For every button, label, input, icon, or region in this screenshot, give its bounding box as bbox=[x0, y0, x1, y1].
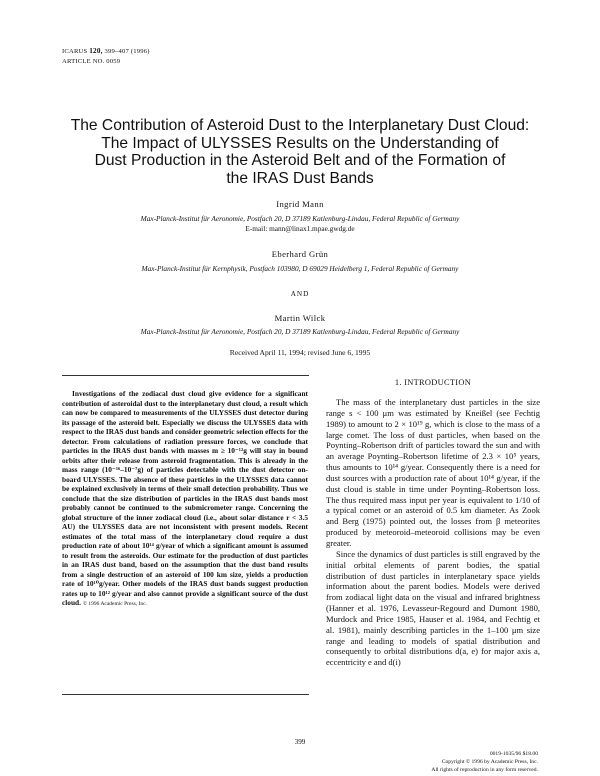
abstract-top-rule bbox=[62, 375, 309, 376]
author-name: Ingrid Mann bbox=[276, 199, 324, 209]
paper-title bbox=[40, 117, 560, 187]
copyright-footer bbox=[431, 751, 538, 774]
abstract-copyright: © 1996 Academic Press, Inc. bbox=[82, 601, 147, 607]
author-affiliation: Max-Planck-Institut für Aeronomie, Postfach 20, D 37189 Katlenburg-Lindau, Federal Republic of Germany bbox=[140, 327, 460, 336]
author-name: Martin Wilck bbox=[274, 313, 326, 323]
article-number: ARTICLE NO. 0059 bbox=[62, 58, 121, 65]
author-email: E-mail: mann@linax1.mpae.gwdg.de bbox=[245, 224, 355, 233]
title-line: The Contribution of Asteroid Dust to the Interplanetary Dust Cloud: bbox=[70, 117, 530, 134]
abstract bbox=[62, 389, 308, 610]
section-heading: 1. INTRODUCTION bbox=[394, 378, 472, 387]
body-paragraph: The mass of the interplanetary dust particles in the size range s < 100 μm was estimated by Kneißel (see Fechtig 1989) to amount to 2 × 10¹⁹ g, which is close to the mass of a large comet. The loss of dust particles, when based on the Poynting–Robertson drift of particles toward the sun and with an average Poynting–Robertson lifetime of 2.3 × 10⁵ years, thus amounts to 10¹⁴ g/year. Consequently there is a need for dust sources with a production rate of about 10¹⁴ g/year, if the dust cloud is stable in time under Poynting–Robertson loss. The thus required mass input per year is equivalent to 1/10 of a typical comet or an asteroid of 0.5 km diameter. As Zook and Berg (1975) pointed out, the losses from β meteorites produced by meteoroid–meteoroid collisions may be even greater. bbox=[326, 397, 540, 548]
affiliation-text: Max-Planck-Institut für Aeronomie, Postfach 20, D 37189 Katlenburg-Lindau, Federal Republic of Germany bbox=[140, 214, 460, 223]
author-affiliation: Max-Planck-Institut für Kernphysik, Postfach 103980, D 69029 Heidelberg 1, Federal Republic of Germany bbox=[141, 264, 459, 273]
footer-line: Copyright © 1996 by Academic Press, Inc. bbox=[441, 758, 538, 765]
and-separator: AND bbox=[290, 290, 310, 298]
body-paragraph: Since the dynamics of dust particles is still engraved by the initial orbital elements of parent bodies, the spatial distribution of dust particles in interplanetary space yields information about the parent bodies. Models were derived from zodiacal light data on the visual and infrared brightness (Hanner et al. 1976, Levasseur-Regourd and Dumont 1980, Murdock and Price 1985, Hauser et al. 1984, and Fechtig et al. 1981), mainly describing particles in the 1–100 μm size range and leading to models of spatial distribution and consequently to orbital distributions d(a, e) for major axis a, eccentricity e and d(i) bbox=[326, 548, 540, 668]
received-date: Received April 11, 1994; revised June 6, 1995 bbox=[229, 348, 371, 357]
abstract-bottom-rule bbox=[62, 694, 309, 695]
author-affiliation bbox=[40, 214, 560, 234]
journal-volume: 120, bbox=[89, 47, 103, 55]
title-line: Dust Production in the Asteroid Belt and of the Formation of bbox=[94, 152, 506, 170]
footer-line: 0019-1035/96 $18.00 bbox=[489, 751, 538, 757]
footer-line: All rights of reproduction in any form reserved. bbox=[431, 766, 538, 773]
author-name: Eberhard Grün bbox=[271, 249, 329, 259]
journal-name: ICARUS bbox=[62, 48, 88, 55]
abstract-text: Investigations of the zodiacal dust cloud give evidence for a significant contribution of asteroidal dust to the interplanetary dust cloud, a result which can now be compared to measurements of the ULYSSES dust detector during its passage of the asteroid belt. Especially we discuss the ULYSSES data with respect to the IRAS dust bands and consider geometric selection effects for the detector. From calculations of radiation pressure forces, we conclude that particles in the IRAS dust bands with masses m ≥ 10⁻¹²g will stay in bound orbits after their release from asteroid fragmentation. This is already in the mass range (10⁻¹⁶–10⁻⁷g) of particles detectable with the dust detector on-board ULYSSES. The absence of these particles in the ULYSSES data cannot be explained exclusively in terms of their small detection probability. Thus we conclude that the size distribution of particles in the IRAS dust bands most probably cannot be continued to the submicrometer range. Concerning the global structure of the inner zodiacal cloud (i.e., about solar distance r < 3.5 AU) the ULYSSES data are not inconsistent with present models. Recent estimates of the total mass of the interplanetary cloud require a dust production rate of about 10¹⁴ g/year of which a significant amount is assumed to result from the asteroids. Our estimate for the production of dust particles in an IRAS dust band, based on the assumption that the dust band results from a single destruction of an asteroid of 100 km size, yields a production rate of 10¹⁰g/year. Other models of the IRAS dust bands suggest production rates up to 10¹² g/year and also cannot provide a significant source of the dust cloud. bbox=[62, 389, 308, 607]
journal-pages: 399–407 (1996) bbox=[104, 48, 150, 55]
introduction-body bbox=[326, 397, 540, 668]
page-number: 399 bbox=[294, 738, 306, 746]
title-line: the IRAS Dust Bands bbox=[226, 169, 374, 187]
journal-citation bbox=[62, 46, 150, 67]
title-line: The Impact of ULYSSES Results on the Understanding of bbox=[101, 134, 499, 152]
